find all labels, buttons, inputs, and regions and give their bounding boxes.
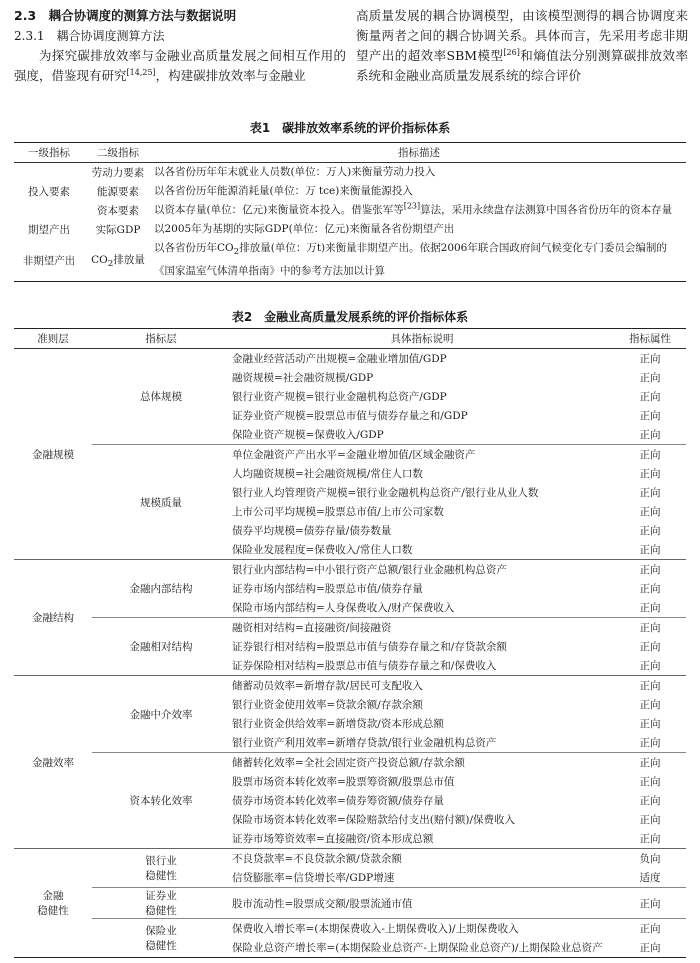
indicator-description: 保险市场内部结构=人身保费收入/财产保费收入 xyxy=(232,602,455,614)
right-column xyxy=(356,6,688,86)
indicator-attribute: 正向 xyxy=(639,942,661,954)
col-header: 准则层 xyxy=(14,329,92,349)
indicator-attribute: 正向 xyxy=(639,699,661,711)
indicator-description: 证券保险相对结构=股票总市值与债券存量之和/保费收入 xyxy=(232,660,497,672)
col-header: 一级指标 xyxy=(14,143,84,163)
indicator-description: 股市流动性=股票成交额/股票流通市值 xyxy=(230,888,614,919)
paragraph-text: 为探究碳排放效率与金融业高质量发展之间相互作用的强度，借鉴现有研究 xyxy=(14,48,346,83)
subscript: 2 xyxy=(233,247,240,258)
indicator-description: 不良贷款率=不良贷款余额/贷款余额 xyxy=(230,849,614,869)
paragraph-text: 高质量发展的耦合协调模型，由该模型测得的耦合协调度来衡量两者之间的耦合协调关系。具体而言，先采用考虑非期望产出的超效率SBM模型 xyxy=(356,8,688,63)
secondary-text: CO xyxy=(91,253,108,266)
indicator-attribute: 正向 xyxy=(639,795,661,807)
indicator-description xyxy=(152,239,686,282)
table-row xyxy=(14,849,686,869)
indicator-description: 金融业经营活动产出规模=金融业增加值/GDP xyxy=(232,353,447,365)
secondary-text: 排放量 xyxy=(113,253,145,266)
indicator-layer xyxy=(92,849,230,888)
criterion-text: 稳健性 xyxy=(37,905,69,917)
indicator-attribute: 正向 xyxy=(639,602,661,614)
indicator-attribute: 正向 xyxy=(614,676,686,696)
table-row xyxy=(14,676,686,696)
indicator-attribute: 正向 xyxy=(639,833,661,845)
indicator-description: 储蓄动员效率=新增存款/居民可支配收入 xyxy=(230,676,614,696)
indicator-attribute: 正向 xyxy=(639,776,661,788)
table-row xyxy=(14,753,686,773)
indicator-attribute: 正向 xyxy=(639,544,661,556)
indicator-attribute: 正向 xyxy=(639,429,661,441)
primary-indicator: 非期望产出 xyxy=(22,254,76,267)
indicator-description: 证券市场筹资效率=直接融资/资本形成总额 xyxy=(232,833,434,845)
secondary-indicator xyxy=(84,239,152,282)
table-row xyxy=(14,163,686,183)
indicator-text: 证券业 xyxy=(145,890,177,902)
indicator-description: 银行业资金使用效率=贷款余额/存款余额 xyxy=(232,699,423,711)
description-text: 算法，采用永续盘存法测算中国各省份历年的资本存量 xyxy=(420,204,673,216)
indicator-description: 储蓄转化效率=全社会固定资产投资总额/存款余额 xyxy=(230,753,614,773)
indicator-description: 保险业总资产增长率=(本期保险业总资产-上期保险业总资产)/上期保险业总资产 xyxy=(232,942,603,954)
table-row xyxy=(14,919,686,939)
indicator-description: 银行业内部结构=中小银行资产总额/银行业金融机构总资产 xyxy=(230,560,614,580)
table-row xyxy=(14,560,686,580)
secondary-indicator: 实际GDP xyxy=(95,224,141,236)
indicator-attribute: 正向 xyxy=(639,353,661,365)
indicator-text: 稳健性 xyxy=(145,870,177,882)
table-header-row xyxy=(14,143,686,163)
indicator-text: 稳健性 xyxy=(145,905,177,917)
table-row xyxy=(14,182,686,201)
indicator-description: 证券银行相对结构=股票总市值与债券存量之和/存贷款余额 xyxy=(232,641,507,653)
criterion-layer: 金融规模 xyxy=(32,448,74,461)
col-header: 二级指标 xyxy=(84,143,152,163)
indicator-layer: 总体规模 xyxy=(140,391,182,403)
criterion-layer: 金融效率 xyxy=(14,676,92,849)
left-column xyxy=(14,6,346,86)
indicator-description: 债券平均规模=债券存量/债券数量 xyxy=(232,525,392,537)
indicator-description: 银行业资产规模=银行业金融机构总资产/GDP xyxy=(232,391,447,403)
description-text: 《国家温室气体清单指南》中的参考方法加以计算 xyxy=(154,265,385,278)
indicator-layer: 金融中介效率 xyxy=(92,676,230,753)
indicator-description: 融资相对结构=直接融资/间接融资 xyxy=(230,618,614,638)
indicator-attribute: 正向 xyxy=(639,410,661,422)
table-row xyxy=(14,618,686,638)
secondary-indicator: 能源要素 xyxy=(97,186,139,198)
criterion-text: 金融 xyxy=(42,890,64,902)
indicator-attribute: 正向 xyxy=(614,753,686,773)
table-row xyxy=(14,888,686,919)
indicator-attribute: 正向 xyxy=(639,660,661,672)
indicator-attribute: 正向 xyxy=(639,718,661,730)
table-row xyxy=(14,445,686,465)
paragraph-text: 和熵值法分别测算碳排放效率系统和金融业高质量发展系统的综合评价 xyxy=(356,48,688,83)
indicator-attribute: 正向 xyxy=(639,506,661,518)
indicator-description: 保险市场资本转化效率=保险赔款给付支出(赔付额)/保费收入 xyxy=(232,814,516,826)
indicator-layer: 资本转化效率 xyxy=(92,753,230,849)
indicator-attribute: 正向 xyxy=(639,468,661,480)
citation: [23] xyxy=(403,201,421,211)
indicator-layer: 规模质量 xyxy=(92,445,230,560)
col-header: 指标属性 xyxy=(614,329,686,349)
criterion-layer: 金融结构 xyxy=(14,560,92,676)
indicator-description xyxy=(152,201,686,220)
description-text: 排放量(单位：万t)来衡量非期望产出。依据2006年联合国政府间气候变化专门委员会编制的 xyxy=(239,242,667,254)
indicator-attribute: 正向 xyxy=(639,737,661,749)
indicator-attribute: 正向 xyxy=(614,888,686,919)
indicator-text: 保险业 xyxy=(145,925,177,937)
table2-caption: 表2 金融业高质量发展系统的评价指标体系 xyxy=(231,310,469,324)
table-row xyxy=(14,220,686,239)
indicator-attribute: 正向 xyxy=(639,525,661,537)
indicator-text: 银行业 xyxy=(145,855,177,867)
col-header: 指标层 xyxy=(92,329,230,349)
indicator-description: 融资规模=社会融资规模/GDP xyxy=(232,372,374,384)
indicator-description: 信贷膨胀率=信贷增长率/GDP增速 xyxy=(232,872,395,884)
indicator-description: 证券市场内部结构=股票总市值/债券存量 xyxy=(232,583,423,595)
table-row xyxy=(14,201,686,220)
subscript: 2 xyxy=(107,258,114,269)
body-paragraph-right xyxy=(356,6,688,86)
indicator-attribute: 正向 xyxy=(614,618,686,638)
indicator-attribute: 正向 xyxy=(614,560,686,580)
table-row xyxy=(14,239,686,282)
indicator-layer: 金融内部结构 xyxy=(92,560,230,618)
col-header: 指标描述 xyxy=(152,143,686,163)
description-text: 以资本存量(单位：亿元)来衡量资本投入。借鉴张军等 xyxy=(154,204,404,216)
indicator-description: 单位金融资产产出水平=金融业增加值/区域金融资产 xyxy=(230,445,614,465)
citation: [14,25] xyxy=(126,67,156,77)
paragraph-text: ，构建碳排放效率与金融业 xyxy=(155,68,306,83)
secondary-indicator: 劳动力要素 xyxy=(91,167,145,179)
indicator-attribute: 正向 xyxy=(639,391,661,403)
indicator-description: 以2005年为基期的实际GDP(单位：亿元)来衡量各省份期望产出 xyxy=(154,223,455,235)
body-paragraph-left xyxy=(14,46,346,86)
table-row xyxy=(14,349,686,369)
indicator-description: 以各省份历年能源消耗量(单位：万 tce)来衡量能源投入 xyxy=(154,185,413,197)
indicator-attribute: 正向 xyxy=(639,487,661,499)
table2-body xyxy=(14,349,686,958)
table-header-row xyxy=(14,329,686,349)
indicator-description: 证券业资产规模=股票总市值与债券存量之和/GDP xyxy=(232,410,468,422)
indicator-description: 上市公司平均规模=股票总市值/上市公司家数 xyxy=(232,506,444,518)
primary-indicator: 期望产出 xyxy=(28,224,70,236)
primary-indicator: 投入要素 xyxy=(28,186,70,198)
indicator-layer: 金融相对结构 xyxy=(92,618,230,676)
indicator-description: 以各省份历年年末就业人员数(单位：万人)来衡量劳动力投入 xyxy=(154,166,436,178)
indicator-attribute: 正向 xyxy=(639,814,661,826)
indicator-description: 银行业资产利用效率=新增存贷款/银行业金融机构总资产 xyxy=(232,737,497,749)
table1 xyxy=(14,142,686,282)
indicator-description: 股票市场资本转化效率=股票筹资额/股票总市值 xyxy=(232,776,455,788)
criterion-layer xyxy=(14,849,92,958)
table1-caption: 表1 碳排放效率系统的评价指标体系 xyxy=(249,121,451,135)
indicator-attribute: 正向 xyxy=(639,641,661,653)
citation: [26] xyxy=(503,47,520,57)
indicator-attribute: 适度 xyxy=(639,872,661,884)
description-text: 以各省份历年CO xyxy=(154,242,234,254)
indicator-description: 银行业人均管理资产规模=银行业金融机构总资产/银行业从业人数 xyxy=(232,487,539,499)
indicator-attribute: 正向 xyxy=(639,583,661,595)
indicator-layer xyxy=(92,919,230,958)
indicator-layer xyxy=(92,888,230,919)
subsection-heading: 2.3.1 耦合协调度测算方法 xyxy=(14,29,165,43)
indicator-attribute: 正向 xyxy=(639,372,661,384)
indicator-description: 银行业资金供给效率=新增贷款/资本形成总额 xyxy=(232,718,444,730)
col-header: 具体指标说明 xyxy=(230,329,614,349)
indicator-description: 保险业发展程度=保费收入/常住人口数 xyxy=(232,544,413,556)
indicator-attribute: 正向 xyxy=(614,919,686,939)
section-heading: 2.3 耦合协调度的测算方法与数据说明 xyxy=(14,8,237,23)
table2 xyxy=(14,328,686,958)
indicator-description: 人均融资规模=社会融资规模/常住人口数 xyxy=(232,468,423,480)
indicator-attribute: 负向 xyxy=(614,849,686,869)
indicator-attribute: 正向 xyxy=(614,445,686,465)
indicator-description: 保费收入增长率=(本期保费收入-上期保费收入)/上期保费收入 xyxy=(230,919,614,939)
indicator-description: 债券市场资本转化效率=债券筹资额/债券存量 xyxy=(232,795,444,807)
indicator-description: 保险业资产规模=保费收入/GDP xyxy=(232,429,384,441)
secondary-indicator: 资本要素 xyxy=(97,205,139,217)
indicator-text: 稳健性 xyxy=(145,940,177,952)
